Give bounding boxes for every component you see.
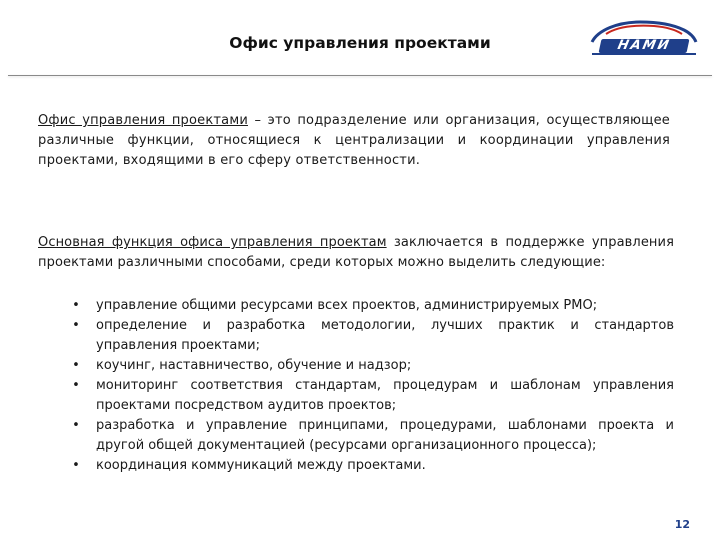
bullet-icon: •: [72, 318, 80, 333]
main-function-lead: Основная функция офиса управления проектам: [38, 235, 387, 250]
nami-logo: [588, 12, 700, 60]
list-item-text: мониторинг соответствия стандартам, процедурам и шаблонам управления проектами посредством аудитов проектов;: [96, 378, 674, 413]
bullet-icon: •: [72, 458, 80, 473]
list-item-text: управление общими ресурсами всех проектов, администрируемых PMO;: [96, 298, 598, 313]
definition-term: Офис управления проектами: [38, 113, 248, 128]
list-item: [70, 316, 674, 356]
bullet-icon: •: [72, 358, 80, 373]
page-number: 12: [674, 518, 690, 531]
logo-wordmark: НАМИ: [599, 39, 690, 53]
list-item: [70, 456, 674, 476]
main-function-text: заключается в поддержке управления проектами различными способами, среди которых можно выделить следующие:: [38, 235, 674, 270]
list-item-text: разработка и управление принципами, процедурами, шаблонами проекта и другой общей документацией (ресурсами организационного процесса);: [96, 418, 674, 453]
slide-title: Офис управления проектами: [229, 34, 491, 52]
list-item: [70, 356, 674, 376]
bullet-icon: •: [72, 298, 80, 313]
definition-text: – это подразделение или организация, осуществляющее различные функции, относящиеся к централизации и координации управления проектами, входящими в его сферу ответственности.: [38, 113, 670, 168]
main-function-paragraph: [38, 233, 674, 273]
function-list: [70, 296, 674, 476]
header-divider: [8, 75, 712, 76]
list-item-text: определение и разработка методологии, лучших практик и стандартов управления проектами;: [96, 318, 674, 353]
list-item: [70, 296, 674, 316]
bullet-icon: •: [72, 418, 80, 433]
slide-header: [0, 0, 720, 86]
definition-paragraph: [38, 111, 670, 171]
list-item: [70, 376, 674, 416]
list-item-text: координация коммуникаций между проектами.: [96, 458, 426, 473]
bullet-icon: •: [72, 378, 80, 393]
list-item-text: коучинг, наставничество, обучение и надзор;: [96, 358, 412, 373]
list-item: [70, 416, 674, 456]
